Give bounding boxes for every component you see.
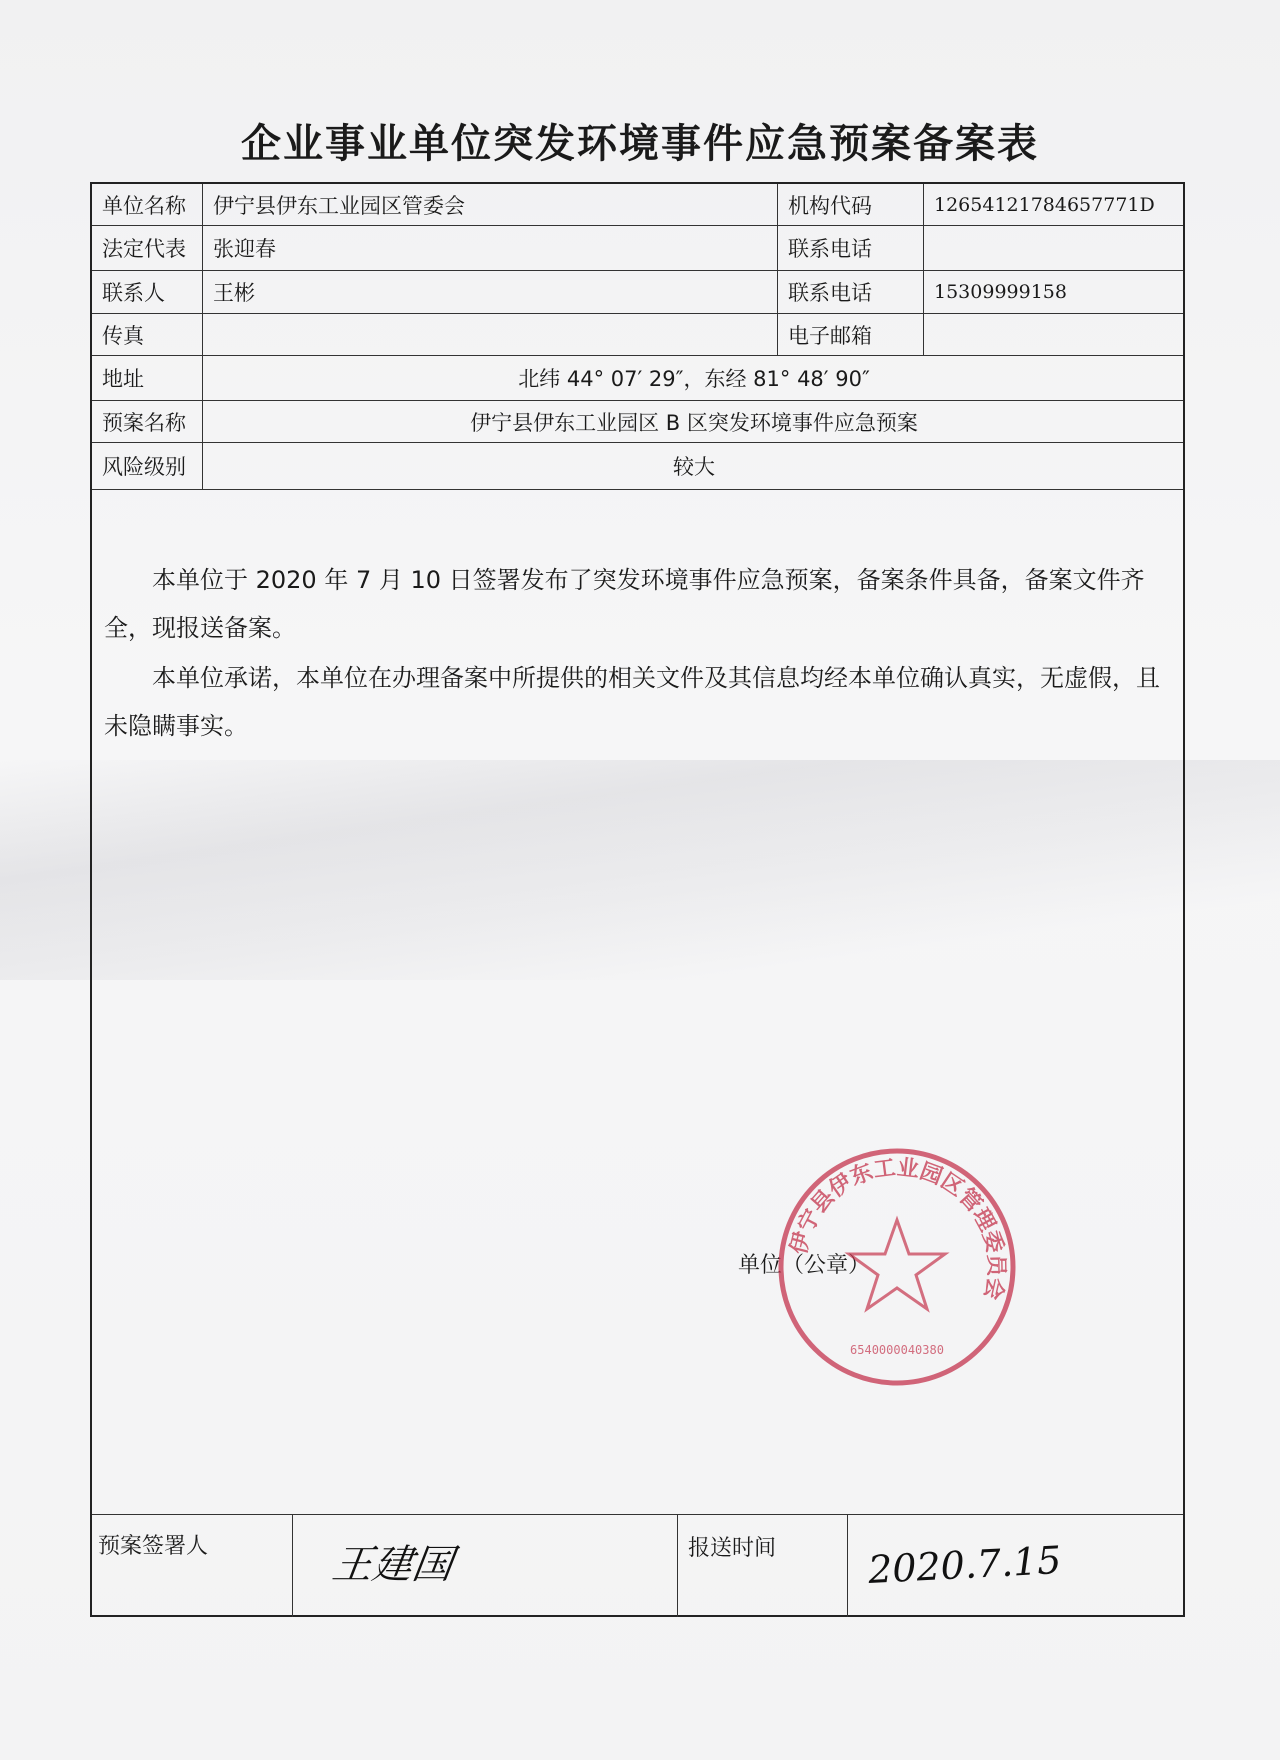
filing-form xyxy=(90,182,1185,1617)
date-cell xyxy=(847,1515,1185,1617)
plan-name-label: 预案名称 xyxy=(102,410,186,435)
signer-label: 预案签署人 xyxy=(98,1534,209,1559)
signer-cell xyxy=(292,1515,677,1617)
row-plan-name xyxy=(92,401,1183,443)
org-code-label: 机构代码 xyxy=(777,184,923,225)
phone1-label: 联系电话 xyxy=(777,226,923,270)
row-legal-rep xyxy=(92,226,1183,271)
phone2-label: 联系电话 xyxy=(777,271,923,313)
contact-label: 联系人 xyxy=(102,281,165,305)
svg-text:6540000040380: 6540000040380 xyxy=(850,1343,944,1357)
fax-label: 传真 xyxy=(102,323,144,348)
signer-signature: 王建国 xyxy=(329,1542,456,1588)
contact-value: 王彬 xyxy=(202,271,777,313)
email-label: 电子邮箱 xyxy=(777,314,923,355)
phone1-value xyxy=(923,226,1185,270)
statement-paragraph-1: 本单位于 2020 年 7 月 10 日签署发布了突发环境事件应急预案，备案条件具备，备案文件齐全，现报送备案。 xyxy=(104,566,1145,642)
date-handwritten: 2020.7.15 xyxy=(866,1537,1063,1593)
address-label: 地址 xyxy=(102,367,144,391)
unit-name-label: 单位名称 xyxy=(102,193,186,218)
risk-label: 风险级别 xyxy=(102,455,186,479)
plan-name-value: 伊宁县伊东工业园区 B 区突发环境事件应急预案 xyxy=(202,401,1185,442)
address-value: 北纬 44° 07′ 29″，东经 81° 48′ 90″ xyxy=(202,356,1185,400)
legal-rep-label: 法定代表 xyxy=(102,237,186,261)
row-address xyxy=(92,356,1183,401)
org-code-value: 12654121784657771D xyxy=(923,184,1185,225)
seal-label: 单位（公章） xyxy=(738,1253,871,1278)
row-contact xyxy=(92,271,1183,314)
signature-row xyxy=(92,1514,1183,1617)
row-fax xyxy=(92,314,1183,356)
email-value xyxy=(923,314,1185,355)
page-title: 企业事业单位突发环境事件应急预案备案表 xyxy=(241,121,1039,167)
phone2-value: 15309999158 xyxy=(923,271,1185,313)
statement-paragraph-2: 本单位承诺，本单位在办理备案中所提供的相关文件及其信息均经本单位确认真实，无虚假，且未隐瞒事实。 xyxy=(104,664,1160,740)
fax-value xyxy=(202,314,777,355)
svg-text:伊宁县伊东工业园区管理委员会: 伊宁县伊东工业园区管理委员会 xyxy=(786,1155,1009,1302)
unit-name-value: 伊宁县伊东工业园区管委会 xyxy=(202,184,777,225)
row-unit-name xyxy=(92,184,1183,226)
date-label: 报送时间 xyxy=(677,1515,847,1617)
legal-rep-value: 张迎春 xyxy=(202,226,777,270)
risk-value: 较大 xyxy=(202,443,1185,489)
row-risk-level xyxy=(92,443,1183,490)
statement xyxy=(104,556,1163,752)
official-seal-icon xyxy=(772,1142,1022,1392)
